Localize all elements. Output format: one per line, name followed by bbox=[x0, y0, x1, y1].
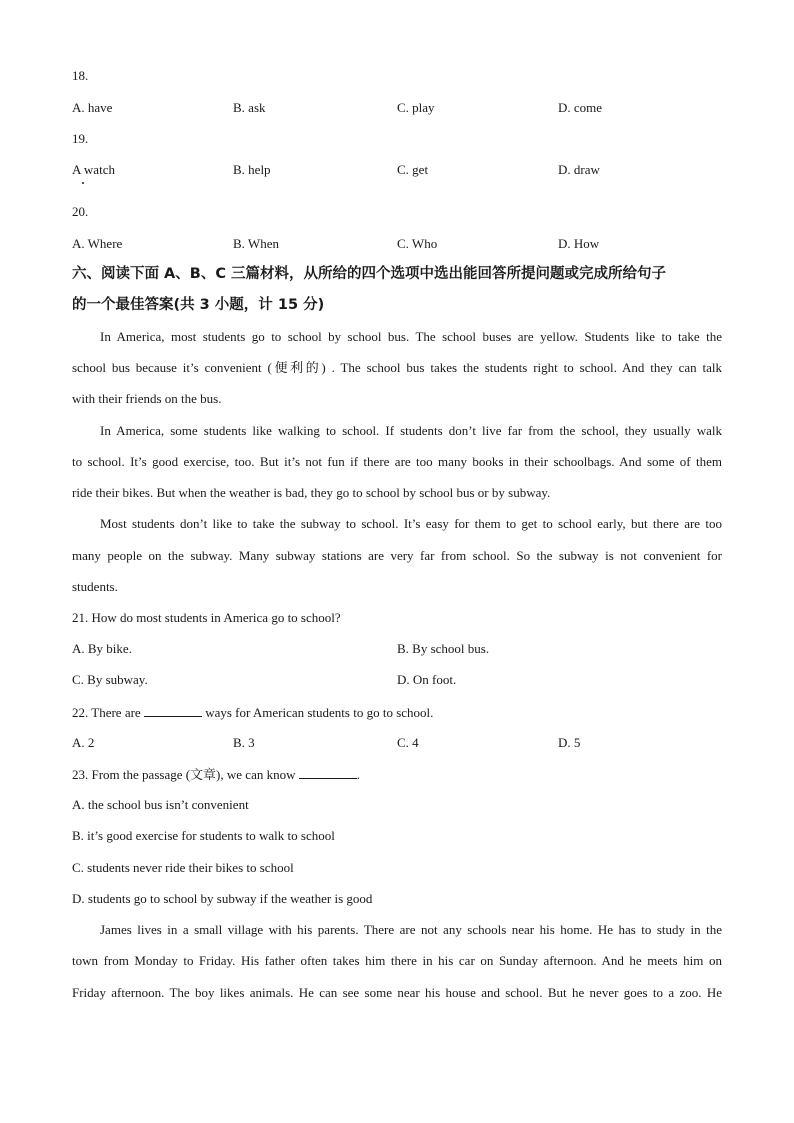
section-heading-line-2: 的一个最佳答案(共 3 小题，计 15 分) bbox=[72, 297, 325, 313]
passage-a-p1-line-2: school bus because it’s convenient (便利的) . The school bus takes the students right to school. And they can talk bbox=[72, 360, 722, 375]
question-21-options-row-1 bbox=[0, 641, 794, 657]
stem-text-after: . bbox=[356, 767, 360, 782]
stem-text-before: 22. There are bbox=[72, 705, 141, 720]
question-19-number: 19. bbox=[72, 131, 89, 146]
passage-a-p2-line-1: In America, some students like walking to school. If students don’t live far from the school, they usually walk bbox=[100, 423, 722, 438]
question-23-option-d: D. students go to school by subway if the weather is good bbox=[72, 891, 373, 906]
passage-b-line-1: James lives in a small village with his parents. There are not any schools near his home. He has to study in the bbox=[100, 922, 722, 937]
passage-a-p3-line-1: Most students don’t like to take the subway to school. It’s easy for them to get to school early, but there are too bbox=[100, 516, 722, 531]
option-a: A. have bbox=[72, 100, 113, 115]
option-d: D. come bbox=[558, 100, 603, 115]
option-b: B. When bbox=[233, 236, 279, 251]
passage-b-line-2: town from Monday to Friday. His father often takes him there in his car on Sunday afternoon. And he meets him on bbox=[72, 953, 722, 968]
passage-a-p1-line-3: with their friends on the bus. bbox=[72, 391, 222, 406]
question-23-option-c: C. students never ride their bikes to school bbox=[72, 860, 294, 875]
option-a: A watch bbox=[72, 162, 115, 177]
passage-a-p2-line-3: ride their bikes. But when the weather is bad, they go to school by school bus or by subway. bbox=[72, 485, 551, 500]
question-21-options-row-2 bbox=[0, 672, 794, 688]
option-b: B. By school bus. bbox=[397, 641, 490, 656]
question-22-stem bbox=[72, 704, 722, 721]
passage-a-p2-line-2: to school. It’s good exercise, too. But it’s not fun if there are too many books in their schoolbags. And some of them bbox=[72, 454, 722, 469]
option-c: C. 4 bbox=[397, 735, 419, 750]
option-d: D. draw bbox=[558, 162, 600, 177]
passage-a-p3-line-2: many people on the subway. Many subway stations are very far from school. So the subway is not convenient for bbox=[72, 548, 722, 563]
option-b: B. 3 bbox=[233, 735, 255, 750]
section-heading-line-1: 六、阅读下面 A、B、C 三篇材料，从所给的四个选项中选出能回答所提问题或完成所给句子 bbox=[72, 266, 667, 282]
passage-a-p1-line-1: In America, most students go to school by school bus. The school buses are yellow. Students like to take the bbox=[100, 329, 722, 344]
option-a: A. Where bbox=[72, 236, 123, 251]
question-23-stem bbox=[72, 766, 722, 783]
option-b: B. ask bbox=[233, 100, 266, 115]
question-23-option-b: B. it’s good exercise for students to walk to school bbox=[72, 828, 335, 843]
option-c: C. play bbox=[397, 100, 435, 115]
passage-a-p3-line-3: students. bbox=[72, 579, 118, 594]
question-20-options bbox=[0, 236, 794, 252]
option-c: C. Who bbox=[397, 236, 438, 251]
passage-b-line-3: Friday afternoon. The boy likes animals. He can see some near his house and school. But he never goes to a zoo. He bbox=[72, 985, 722, 1000]
answer-blank bbox=[144, 704, 202, 717]
option-a: A. By bike. bbox=[72, 641, 132, 656]
question-21-stem: 21. How do most students in America go to school? bbox=[72, 610, 341, 625]
question-22-options bbox=[0, 735, 794, 751]
option-c: C. By subway. bbox=[72, 672, 148, 687]
option-b: B. help bbox=[233, 162, 271, 177]
option-d: D. 5 bbox=[558, 735, 581, 750]
question-18-options bbox=[0, 100, 794, 116]
option-d: D. How bbox=[558, 236, 600, 251]
answer-blank bbox=[299, 766, 357, 779]
option-d: D. On foot. bbox=[397, 672, 457, 687]
question-23-option-a: A. the school bus isn’t convenient bbox=[72, 797, 249, 812]
option-c: C. get bbox=[397, 162, 429, 177]
question-18-number: 18. bbox=[72, 68, 89, 83]
stem-text-before: 23. From the passage (文章), we can know bbox=[72, 767, 296, 782]
stem-text-after: ways for American students to go to school. bbox=[205, 705, 434, 720]
stray-dot-mark bbox=[82, 182, 84, 184]
option-a: A. 2 bbox=[72, 735, 95, 750]
question-19-options bbox=[0, 162, 794, 178]
question-20-number: 20. bbox=[72, 204, 89, 219]
